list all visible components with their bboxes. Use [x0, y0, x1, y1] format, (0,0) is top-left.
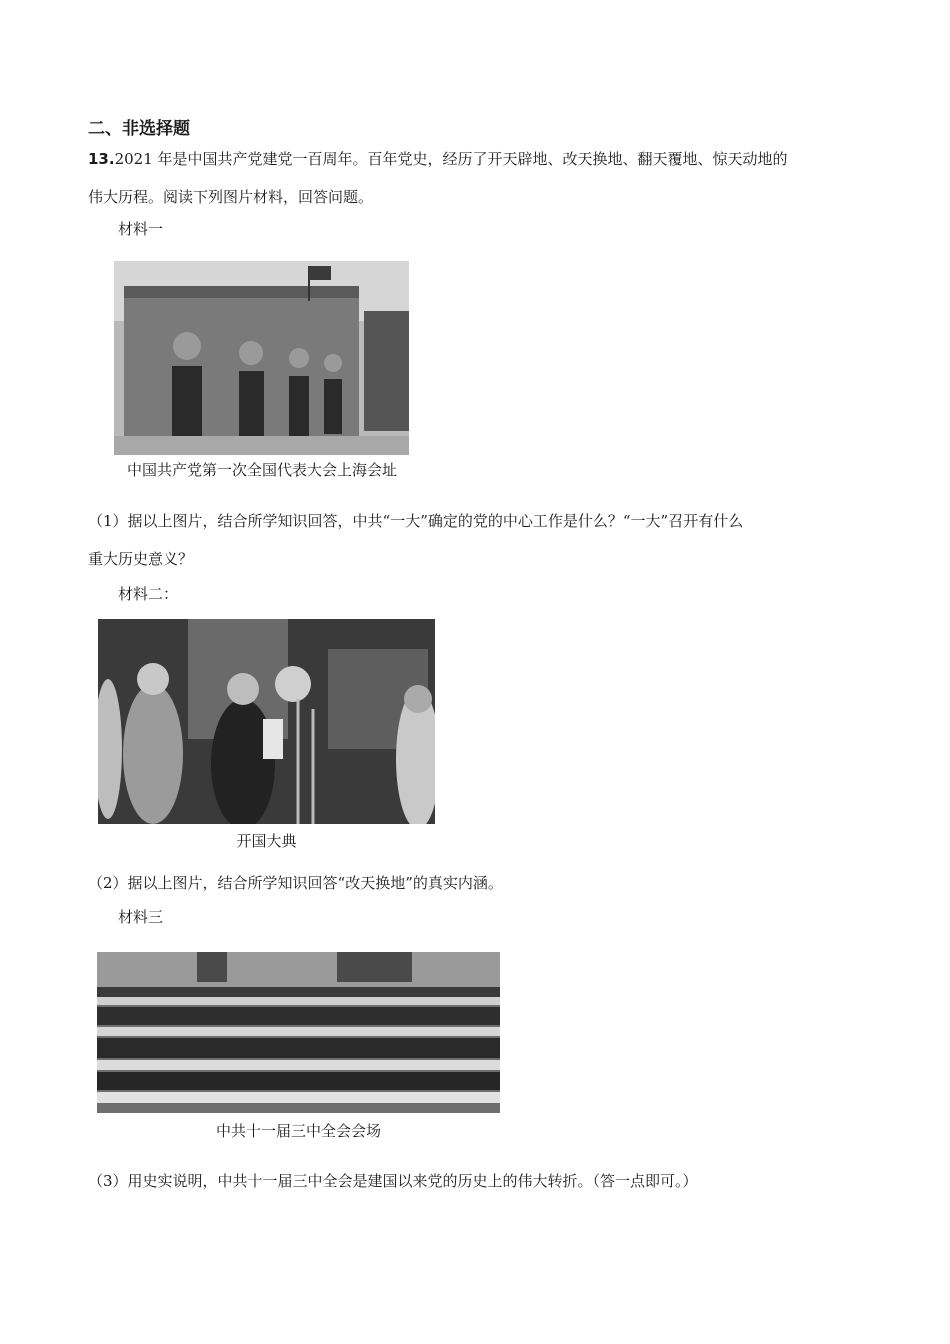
material-2-photo — [98, 619, 435, 824]
sub-question-1 — [88, 502, 878, 578]
material-1-caption: 中国共产党第一次全国代表大会上海会址 — [126, 461, 397, 479]
material-2-caption: 开国大典 — [236, 832, 297, 850]
question-stem-line2: 伟大历程。阅读下列图片材料，回答问题。 — [88, 188, 374, 206]
material-3-caption: 中共十一届三中全会会场 — [215, 1122, 381, 1140]
section-title: 二、非选择题 — [88, 119, 190, 139]
sub-question-3: （3）用史实说明，中共十一届三中全会是建国以来党的历史上的伟大转折。（答一点即可。） — [88, 1172, 698, 1190]
question-stem — [88, 140, 878, 216]
material-1-label: 材料一 — [118, 220, 164, 238]
material-3-label: 材料三 — [118, 908, 164, 926]
material-3-photo — [97, 952, 500, 1113]
question-stem-line1: 2021 年是中国共产党建党一百周年。百年党史，经历了开天辟地、改天换地、翻天覆地、惊天动地的 — [114, 150, 788, 168]
material-2-label: 材料二： — [118, 585, 179, 603]
material-1-photo — [114, 261, 409, 455]
sub-question-2: （2）据以上图片，结合所学知识回答“改天换地”的真实内涵。 — [88, 874, 503, 892]
sub-question-1-line1: （1）据以上图片，结合所学知识回答，中共“一大”确定的党的中心工作是什么？“一大”召开有什么 — [88, 512, 744, 530]
question-number: 13. — [88, 150, 115, 168]
sub-question-1-line2: 重大历史意义？ — [88, 550, 194, 568]
